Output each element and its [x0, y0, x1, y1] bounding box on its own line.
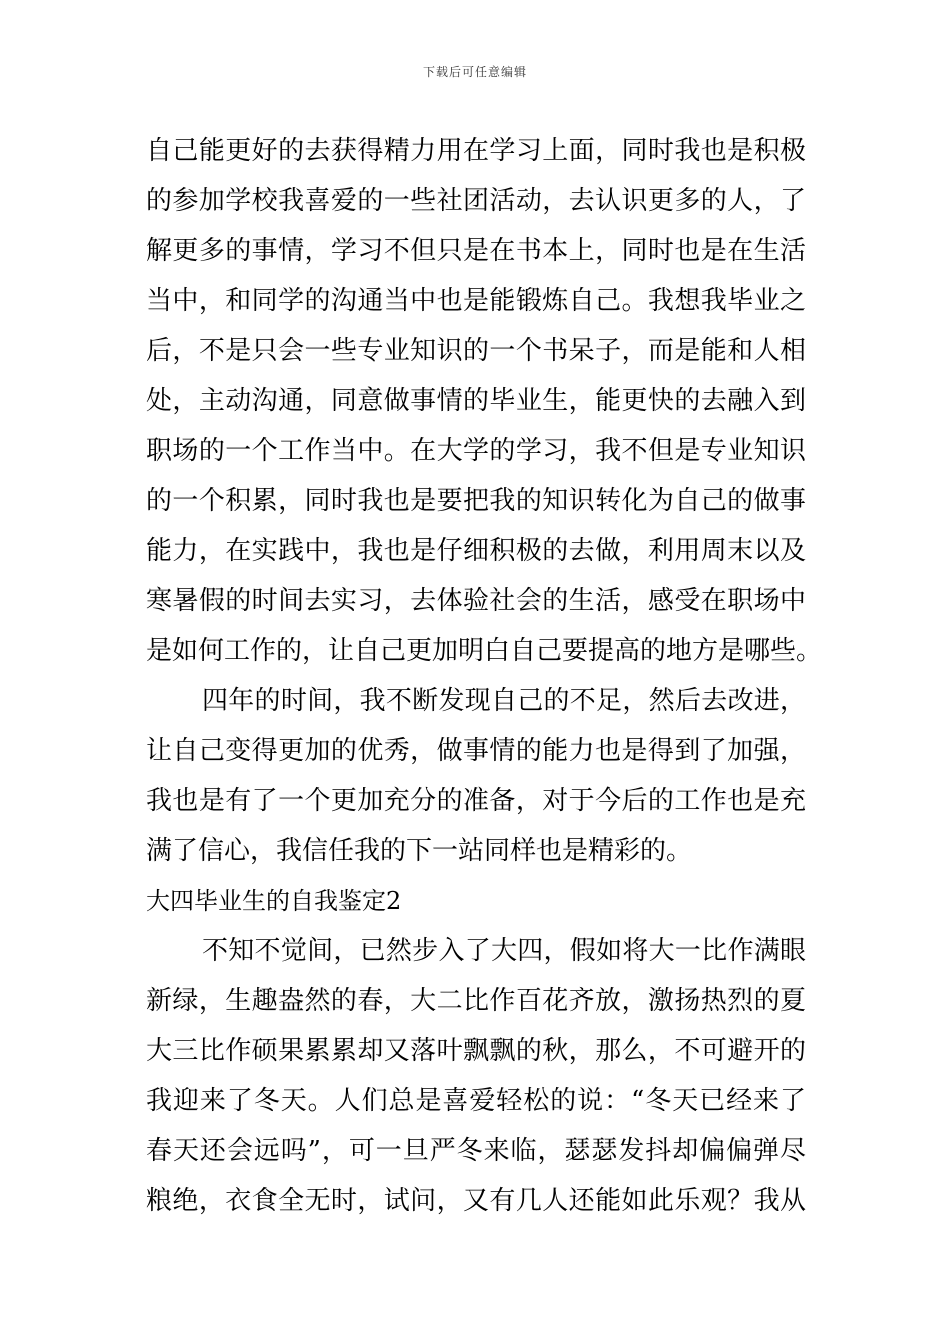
text-line: 处，主动沟通，同意做事情的毕业生，能更快的去融入到 — [146, 386, 806, 416]
text-line: 解更多的事情，学习不但只是在书本上，同时也是在生活 — [146, 236, 806, 266]
text-line: 我迎来了冬天。人们总是喜爱轻松的说：“冬天已经来了 — [146, 1086, 806, 1116]
paragraph — [146, 126, 823, 676]
text-line: 是如何工作的，让自己更加明白自己要提高的地方是哪些。 — [146, 636, 823, 666]
text-line: 的一个积累，同时我也是要把我的知识转化为自己的做事 — [146, 486, 806, 516]
text-line: 我也是有了一个更加充分的准备，对于今后的工作也是充 — [146, 786, 806, 816]
page-header: 下载后可任意编辑 — [422, 65, 527, 79]
text-line: 四年的时间，我不断发现自己的不足，然后去改进， — [202, 686, 806, 716]
text-line: 职场的一个工作当中。在大学的学习，我不但是专业知识 — [146, 436, 806, 466]
heading-text: 大四毕业生的自我鉴定2 — [146, 887, 402, 915]
text-line: 春天还会远吗”，可一旦严冬来临，瑟瑟发抖却偏偏弹尽 — [146, 1136, 806, 1166]
paragraph — [146, 926, 806, 1226]
text-line: 满了信心，我信任我的下一站同样也是精彩的。 — [146, 836, 693, 866]
text-line: 能力，在实践中，我也是仔细积极的去做，利用周末以及 — [146, 536, 806, 566]
text-line: 大三比作硕果累累却又落叶飘飘的秋，那么，不可避开的 — [146, 1036, 806, 1066]
text-line: 寒暑假的时间去实习，去体验社会的生活，感受在职场中 — [146, 586, 806, 616]
text-line: 新绿，生趣盎然的春，大二比作百花齐放，激扬热烈的夏 — [146, 986, 806, 1016]
text-line: 当中，和同学的沟通当中也是能锻炼自己。我想我毕业之 — [146, 286, 806, 316]
text-line: 后，不是只会一些专业知识的一个书呆子，而是能和人相 — [146, 336, 806, 366]
text-line: 自己能更好的去获得精力用在学习上面，同时我也是积极 — [146, 136, 806, 166]
paragraph — [146, 676, 806, 876]
text-line: 让自己变得更加的优秀，做事情的能力也是得到了加强， — [146, 736, 806, 766]
section-heading — [146, 876, 806, 926]
text-line: 粮绝，衣食全无时，试问，又有几人还能如此乐观？我从 — [146, 1186, 806, 1216]
document-body — [146, 126, 823, 1226]
text-line: 的参加学校我喜爱的一些社团活动，去认识更多的人，了 — [146, 186, 806, 216]
text-line: 不知不觉间，已然步入了大四，假如将大一比作满眼 — [202, 936, 806, 966]
